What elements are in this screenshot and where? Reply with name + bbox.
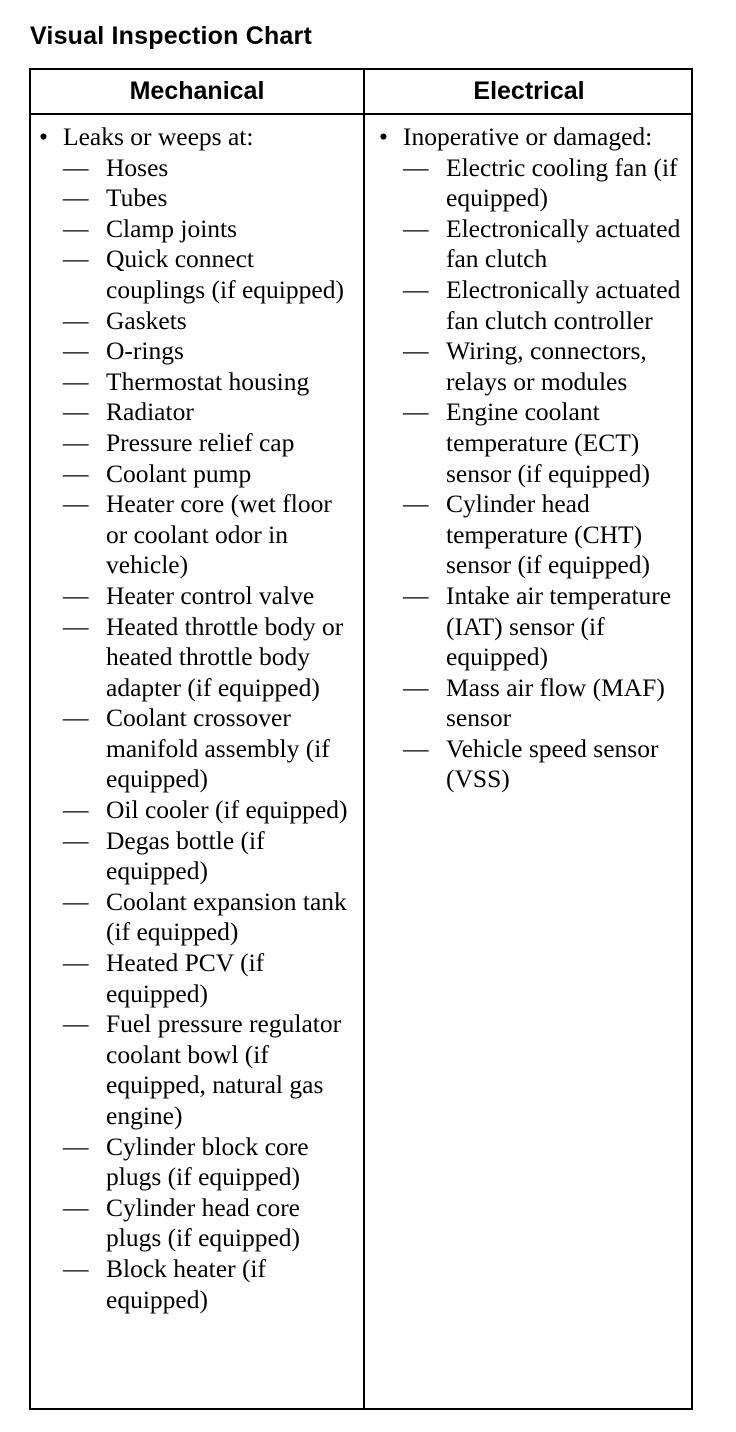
dash-icon: — — [63, 1192, 89, 1222]
list-item-text: Coolant expansion tank (if equipped) — [106, 886, 347, 947]
dash-icon: — — [63, 1253, 89, 1283]
dash-icon: — — [63, 1131, 89, 1161]
list-item-text: Electric cooling fan (if equipped) — [446, 152, 678, 213]
dash-icon: — — [63, 611, 89, 641]
dash-icon: — — [63, 886, 89, 916]
list-item — [39, 244, 359, 305]
list-item — [39, 887, 359, 948]
bullet-icon: • — [379, 122, 388, 151]
dash-icon: — — [63, 825, 89, 855]
column-divider — [363, 70, 365, 1408]
list-item — [39, 428, 359, 459]
list-item-text: Coolant pump — [106, 458, 252, 488]
list-item-text: Cylinder block core plugs (if equipped) — [106, 1131, 309, 1192]
header-divider — [31, 113, 691, 115]
dash-icon: — — [63, 366, 89, 396]
dash-icon: — — [403, 397, 429, 427]
electrical-column — [379, 122, 691, 795]
inspection-table — [29, 68, 693, 1410]
list-item — [39, 336, 359, 367]
list-item — [39, 795, 359, 826]
dash-icon: — — [403, 672, 429, 702]
list-item-text: Fuel pressure regulator coolant bowl (if equipped, natural gas engine) — [106, 1009, 342, 1130]
list-item-text: Clamp joints — [106, 213, 238, 243]
dash-icon: — — [63, 213, 89, 243]
list-item-text: Coolant crossover manifold assembly (if equipped) — [106, 703, 330, 794]
list-item-text: Cylinder head core plugs (if equipped) — [106, 1192, 301, 1253]
list-item-text: O-rings — [106, 336, 184, 366]
dash-icon: — — [403, 489, 429, 519]
mechanical-column-header: Mechanical — [129, 77, 265, 105]
list-item — [39, 183, 359, 214]
dash-icon: — — [63, 397, 89, 427]
list-item — [39, 397, 359, 428]
list-item-text: Mass air flow (MAF) sensor — [446, 672, 665, 733]
electrical-column-header: Electrical — [473, 77, 585, 105]
list-item — [39, 459, 359, 490]
list-item-text: Cylinder head temperature (CHT) sensor (if equipped) — [446, 489, 650, 580]
list-item-text: Electronically actuated fan clutch controller — [446, 274, 681, 335]
dash-icon: — — [63, 580, 89, 610]
dash-icon: — — [63, 489, 89, 519]
dash-icon: — — [63, 795, 89, 825]
list-item-text: Vehicle speed sensor (VSS) — [446, 733, 659, 794]
lead-text: Leaks or weeps at: — [63, 122, 254, 151]
list-item-text: Wiring, connectors, relays or modules — [446, 336, 647, 396]
electrical-lead — [379, 122, 691, 153]
list-item-text: Radiator — [106, 397, 194, 427]
list-item-text: Heated PCV (if equipped) — [106, 948, 265, 1008]
list-item — [39, 826, 359, 887]
dash-icon: — — [403, 336, 429, 366]
dash-icon: — — [63, 427, 89, 457]
list-item — [39, 153, 359, 184]
list-item — [379, 581, 691, 673]
dash-icon: — — [63, 948, 89, 978]
dash-icon: — — [403, 580, 429, 610]
lead-text: Inoperative or damaged: — [403, 122, 653, 151]
list-item — [39, 214, 359, 245]
dash-icon: — — [63, 703, 89, 733]
list-item — [379, 489, 691, 581]
list-item — [39, 367, 359, 398]
dash-icon: — — [403, 152, 429, 182]
list-item-text: Intake air temperature (IAT) sensor (if equipped) — [446, 580, 672, 672]
list-item — [39, 1193, 359, 1254]
dash-icon: — — [63, 1009, 89, 1039]
list-item — [379, 673, 691, 734]
bullet-icon: • — [39, 122, 48, 151]
list-item-text: Pressure relief cap — [106, 427, 295, 457]
list-item — [379, 336, 691, 397]
list-item — [39, 1254, 359, 1315]
list-item-text: Heater control valve — [106, 580, 315, 610]
mechanical-lead — [39, 122, 359, 153]
chart-title: Visual Inspection Chart — [30, 22, 312, 50]
list-item — [39, 306, 359, 337]
list-item — [39, 703, 359, 795]
dash-icon: — — [63, 244, 89, 274]
list-item — [39, 1132, 359, 1193]
list-item-text: Thermostat housing — [106, 366, 310, 396]
list-item — [39, 581, 359, 612]
list-item-text: Heated throttle body or heated throttle body adapter (if equipped) — [106, 611, 344, 702]
list-item-text: Hoses — [106, 152, 169, 182]
list-item-text: Gaskets — [106, 305, 187, 335]
list-item-text: Engine coolant temperature (ECT) sensor (if equipped) — [446, 397, 650, 488]
list-item — [39, 489, 359, 581]
mechanical-column — [39, 122, 359, 1315]
dash-icon: — — [403, 274, 429, 304]
list-item-text: Quick connect couplings (if equipped) — [106, 244, 344, 304]
list-item-text: Degas bottle (if equipped) — [106, 825, 265, 886]
list-item-text: Electronically actuated fan clutch — [446, 213, 681, 274]
list-item — [379, 734, 691, 795]
list-item-text: Oil cooler (if equipped) — [106, 795, 348, 825]
dash-icon: — — [63, 458, 89, 488]
list-item — [39, 612, 359, 704]
list-item — [379, 397, 691, 489]
dash-icon: — — [403, 733, 429, 763]
list-item — [379, 153, 691, 214]
list-item — [379, 214, 691, 275]
electrical-item-list — [379, 153, 691, 795]
list-item-text: Tubes — [106, 183, 168, 213]
dash-icon: — — [403, 213, 429, 243]
list-item-text: Block heater (if equipped) — [106, 1253, 267, 1314]
dash-icon: — — [63, 336, 89, 366]
dash-icon: — — [63, 183, 89, 213]
dash-icon: — — [63, 152, 89, 182]
list-item-text: Heater core (wet floor or coolant odor in vehicle) — [106, 489, 332, 580]
dash-icon: — — [63, 305, 89, 335]
mechanical-item-list — [39, 153, 359, 1316]
list-item — [39, 1009, 359, 1131]
list-item — [39, 948, 359, 1009]
list-item — [379, 275, 691, 336]
